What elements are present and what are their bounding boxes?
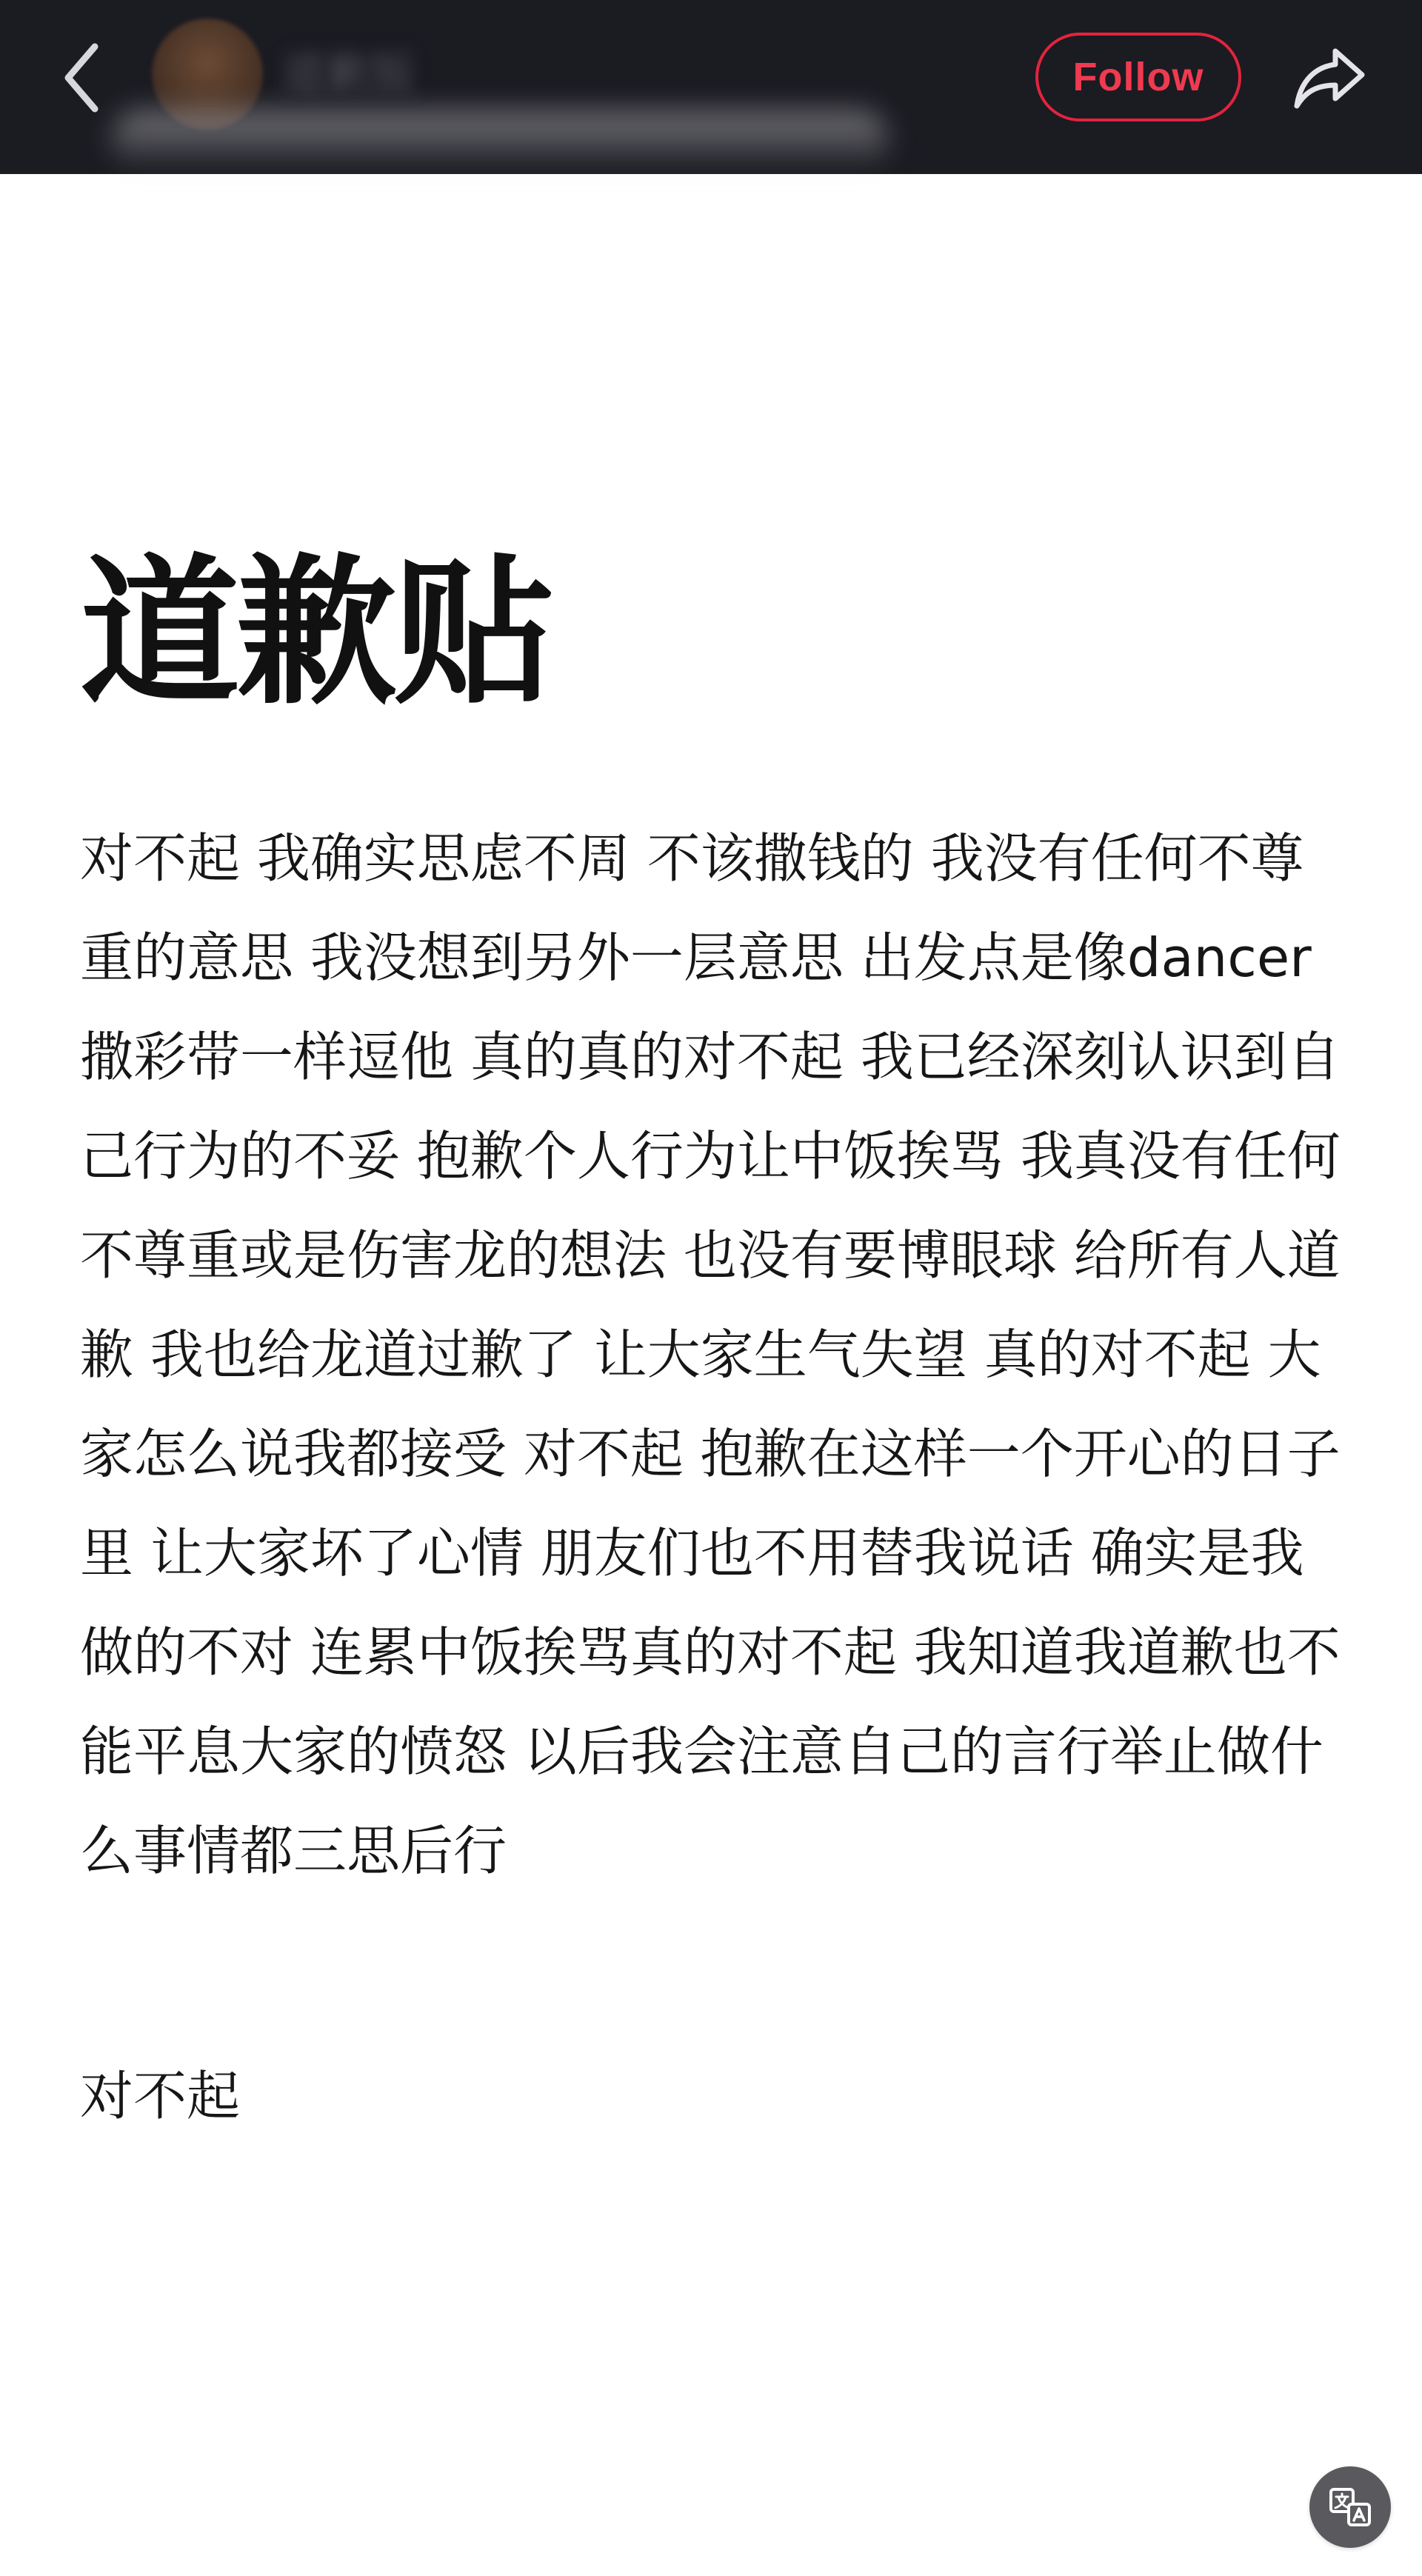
share-arrow-icon <box>1291 44 1368 112</box>
post-body: 对不起 我确实思虑不周 不该撒钱的 我没有任何不尊重的意思 我没想到另外一层意思 出发点是像dancer撒彩带一样逗他 真的真的对不起 我已经深刻认识到自己行为的不妥 抱歉个人行为让中饭挨骂 我真没有任何不尊重或是伤害龙的想法 也没有要博眼球 给所有人道歉 我也给龙道过歉了 让大家生气失望 真的对不起 大家怎么说我都接受 对不起 抱歉在这样一个开心的日子里 让大家坏了心情 朋友们也不用替我说话 确实是我做的不对 连累中饭挨骂真的对不起 我知道我道歉也不能平息大家的愤怒 以后我会注意自己的言行举止做什么事情都三思后行 <box>80 827 1341 1882</box>
post-title: 道歉贴 <box>80 540 552 726</box>
follow-button[interactable]: Follow <box>1035 33 1241 121</box>
translate-icon <box>1326 2483 1374 2531</box>
translate-button[interactable] <box>1309 2466 1391 2548</box>
top-bar <box>0 0 1422 174</box>
blurred-region <box>111 111 889 170</box>
share-button[interactable] <box>1285 33 1374 122</box>
post-closing-line: 对不起 <box>80 2065 241 2127</box>
back-button[interactable] <box>44 37 118 119</box>
chevron-left-icon <box>59 41 104 115</box>
author-name[interactable]: 道歉版 <box>281 48 415 100</box>
